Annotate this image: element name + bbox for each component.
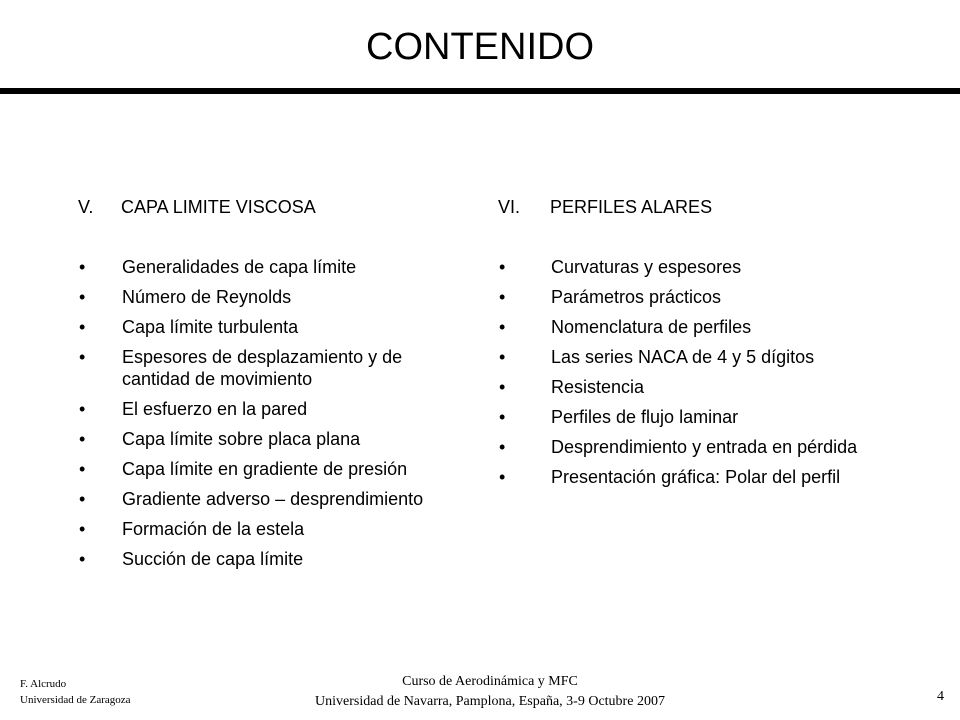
footer-affiliation: Universidad de Zaragoza [20,694,131,706]
list-item [498,286,908,308]
list-item [498,466,908,488]
page-number: 4 [937,689,944,704]
list-item-text: Succión de capa límite [122,549,304,569]
list-item-text: Espesores de desplazamiento y de cantidad de movimiento [122,347,403,389]
list-item [498,376,908,398]
list-item [78,256,473,278]
list-item-text: Nomenclatura de perfiles [551,317,752,337]
left-column [78,196,473,578]
bullet: • [499,317,506,337]
list-item-text: Presentación gráfica: Polar del perfil [551,467,841,487]
bullet: • [499,377,506,397]
bullet: • [79,429,86,449]
list-item [78,458,473,480]
left-section-number: V. [78,197,94,217]
bullet: • [79,549,86,569]
bullet: • [499,407,506,427]
list-item-text: Desprendimiento y entrada en pérdida [551,437,858,457]
footer-venue: Universidad de Navarra, Pamplona, España, 3-9 Octubre 2007 [315,694,665,709]
bullet: • [499,467,506,487]
list-item [78,428,473,450]
bullet: • [499,437,506,457]
list-item-text: Generalidades de capa límite [122,257,357,277]
bullet: • [499,257,506,277]
list-item [498,316,908,338]
right-topic-list [498,256,908,488]
list-item-text: Perfiles de flujo laminar [551,407,739,427]
list-item [78,548,473,570]
list-item-text: Parámetros prácticos [551,287,722,307]
list-item-text: Número de Reynolds [122,287,292,307]
bullet: • [79,257,86,277]
list-item-text: Formación de la estela [122,519,305,539]
list-item-text: El esfuerzo en la pared [122,399,308,419]
bullet: • [499,287,506,307]
list-item-text: Gradiente adverso – desprendimiento [122,489,424,509]
list-item [78,316,473,338]
footer-author: F. Alcrudo [20,678,67,690]
list-item [498,256,908,278]
right-section-heading [498,196,908,226]
left-section-title: CAPA LIMITE VISCOSA [121,197,316,217]
left-section-heading [78,196,473,226]
bullet: • [79,399,86,419]
list-item [498,406,908,428]
list-item [78,488,473,510]
footer-author-block [20,676,131,708]
footer-course-block [240,672,740,712]
list-item-text: Capa límite sobre placa plana [122,429,361,449]
bullet: • [79,459,86,479]
right-section-title: PERFILES ALARES [550,197,713,217]
list-item-text: Capa límite en gradiente de presión [122,459,408,479]
bullet: • [79,347,86,367]
right-column [498,196,908,496]
list-item [78,286,473,308]
list-item [78,518,473,540]
list-item-text: Curvaturas y espesores [551,257,742,277]
list-item-text: Capa límite turbulenta [122,317,299,337]
list-item-text: Resistencia [551,377,645,397]
list-item [78,346,473,390]
list-item [78,398,473,420]
list-item-text: Las series NACA de 4 y 5 dígitos [551,347,815,367]
bullet: • [79,317,86,337]
right-section-number: VI. [498,197,521,217]
bullet: • [499,347,506,367]
bullet: • [79,489,86,509]
slide-title: CONTENIDO [366,26,594,68]
list-item [498,346,908,368]
list-item [498,436,908,458]
footer-course: Curso de Aerodinámica y MFC [402,674,578,689]
bullet: • [79,519,86,539]
bullet: • [79,287,86,307]
title-divider [0,88,960,94]
left-topic-list [78,256,473,570]
